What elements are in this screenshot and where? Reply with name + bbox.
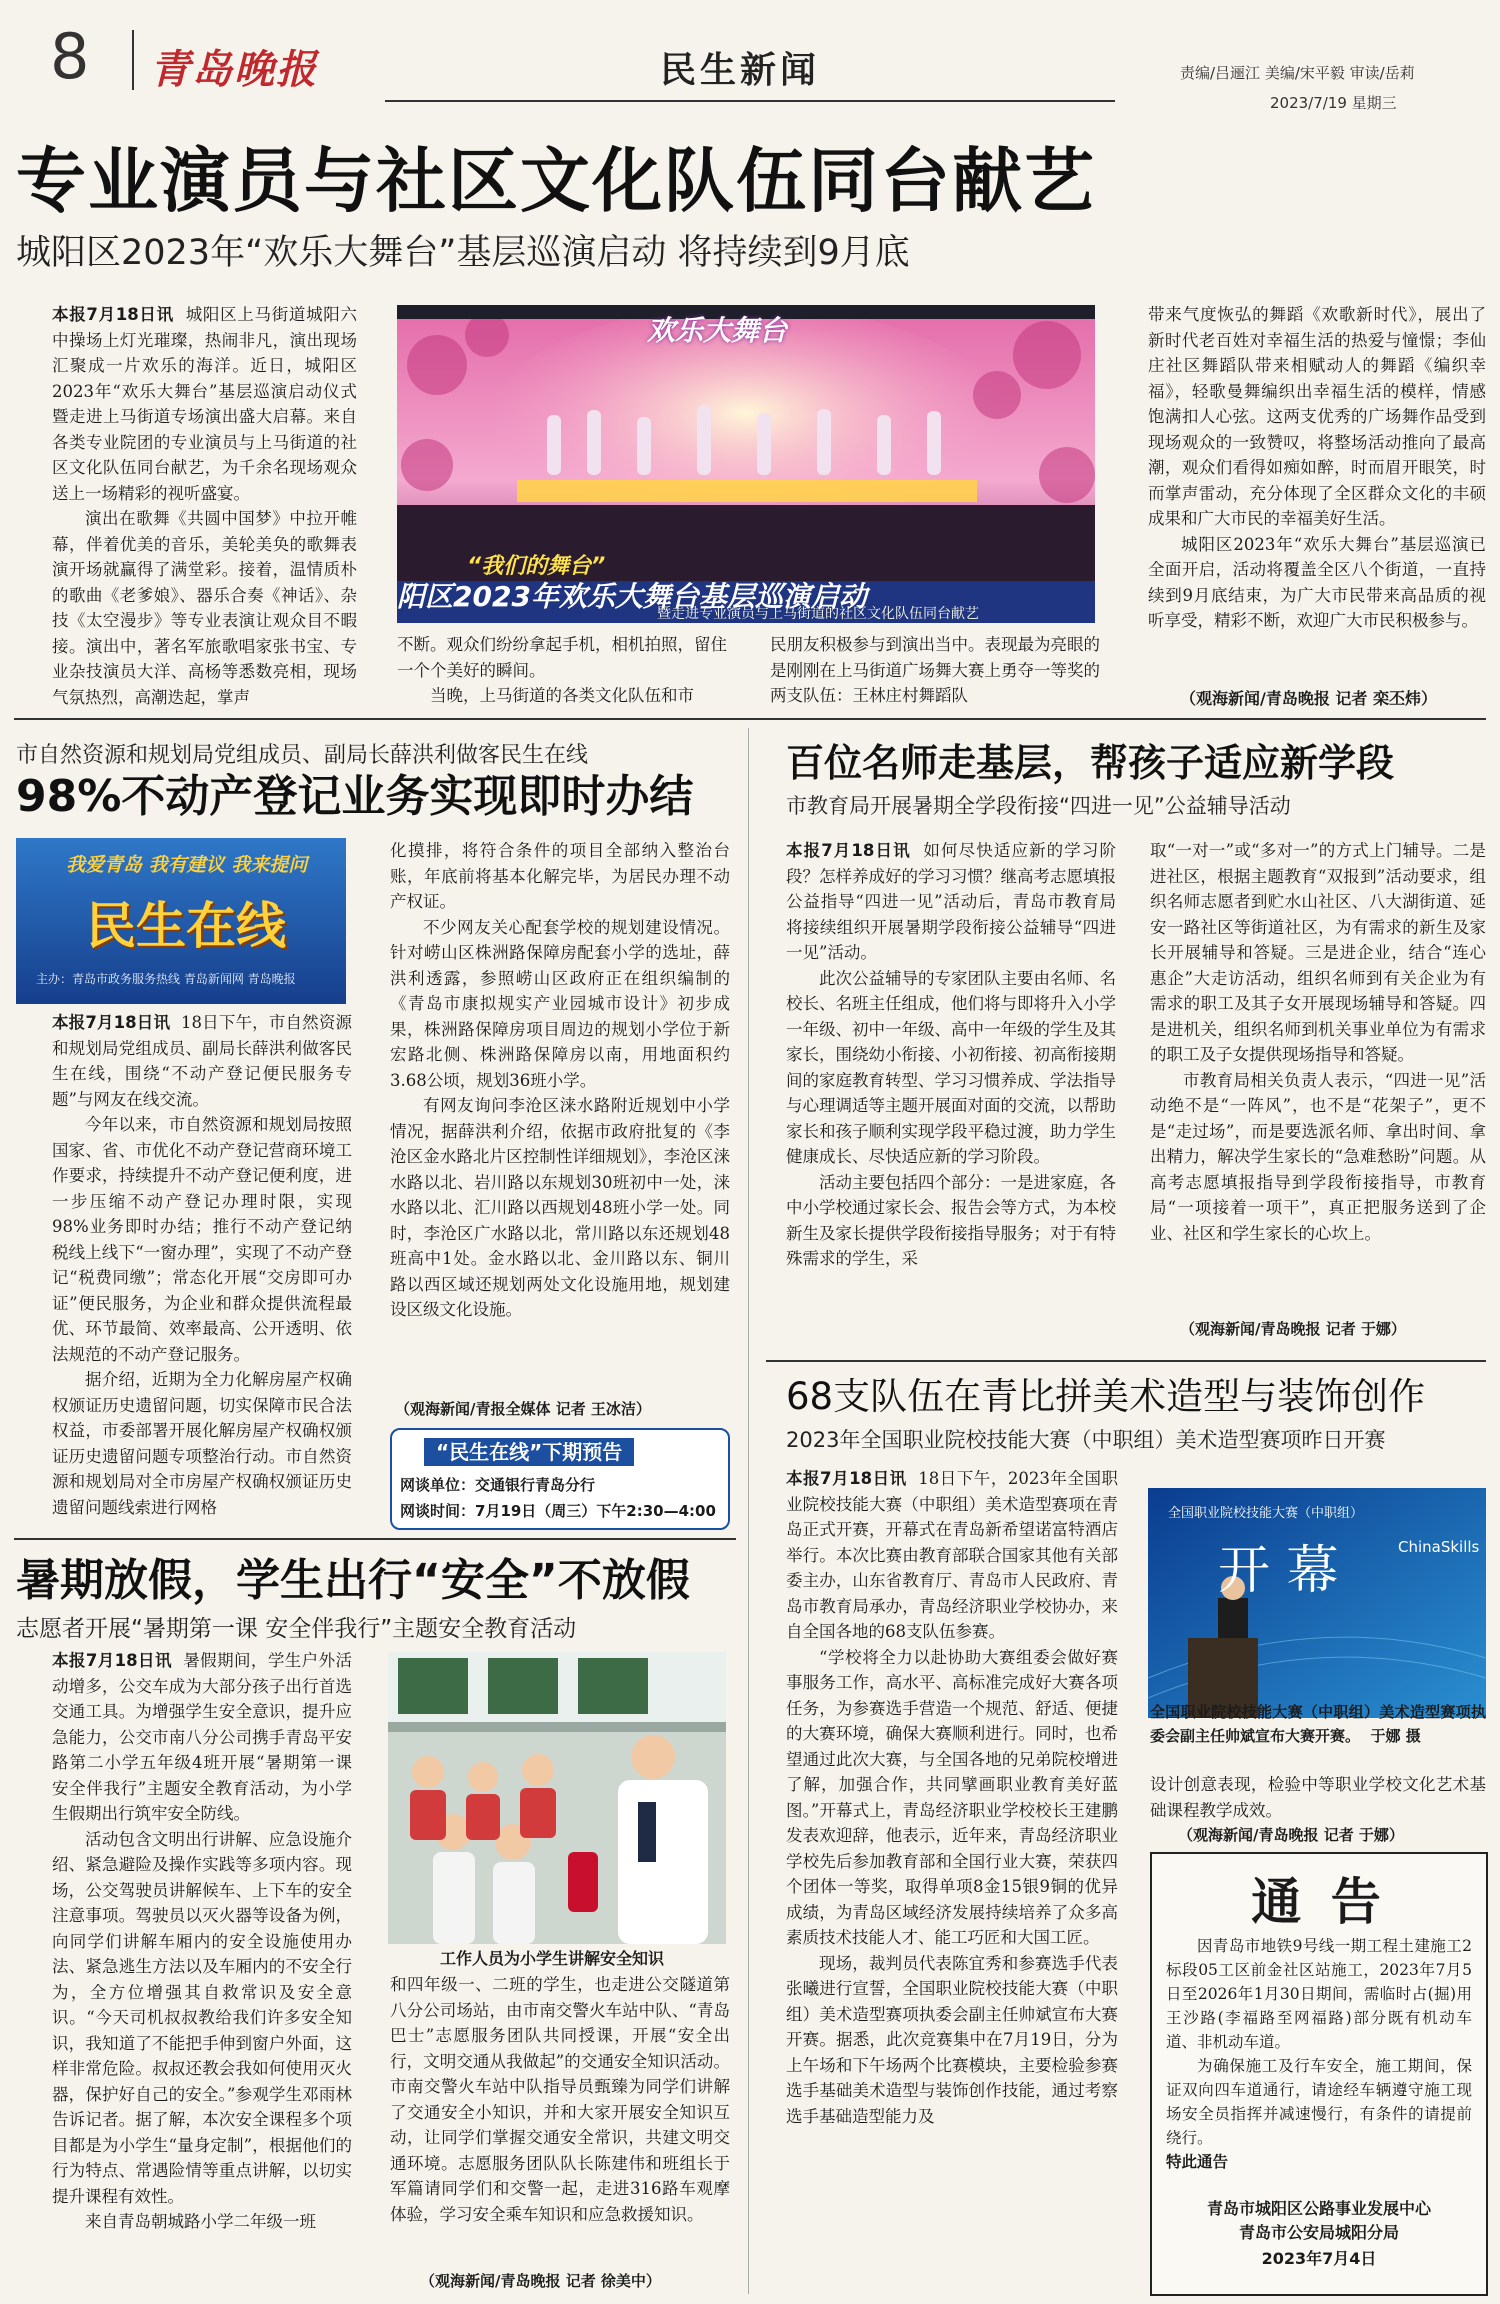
- subheadline: 市教育局开展暑期全学段衔接“四进一见”公益辅导活动: [786, 794, 1291, 818]
- preview-title: “民生在线”下期预告: [424, 1438, 634, 1466]
- paragraph: 和四年级一、二班的学生，也走进公交隧道第八分公司场站，由市南交警火车站中队、“青岛巴士”志愿服务团队共同授课，开展“安全出行，文明交通从我做起”的交通安全知识活动。市南交警火车站中队指导员甄臻为同学们讲解了交通安全小知识，并和大家开展安全知识互动，让同学们掌握交通安全常识，共建文明交通环境。志愿服务团队队长陈建伟和班组长于军篇请同学们和交警一起，走进316路车观摩体验，学习安全乘车知识和应急救援知识。: [390, 1975, 730, 2224]
- article-column: [390, 838, 730, 1398]
- paragraph: 城阳区上马街道城阳六中操场上灯光璀璨，热闹非凡，演出现场汇聚成一片欢乐的海洋。近日，城阳区2023年“欢乐大舞台”基层巡演启动仪式暨走进上马街道专场演出盛大启幕。来自各类专业院团的专业演员与上马街道的社区文化队伍同台献艺，为千余名现场观众送上一场精彩的视听盛宴。: [52, 305, 357, 503]
- bus-safety-photo-image: [388, 1652, 726, 1944]
- section-name: 民生新闻: [660, 50, 821, 91]
- paragraph: 暑假期间，学生户外活动增多，公交车成为大部分孩子出行首选交通工具。为增强学生安全意识，提升应急能力，公交市南八分公司携手青岛平安路第二小学五年级4班开展“暑期第一课 安全伴我行”主题安全教育活动，为小学生假期出行筑牢安全防线。: [52, 1651, 353, 1823]
- paragraph: 18日下午，2023年全国职业院校技能大赛（中职组）美术造型赛项在青岛正式开赛，开幕式在青岛新希望诺富特酒店举行。本次比赛由教育部联合国家其他有关部委主办，山东省教育厅、青岛市人民政府、青岛市教育局承办，青岛经济职业学校协办，来自全国各地的68支队伍参赛。: [786, 1469, 1118, 1641]
- byline: （观海新闻/青岛晚报 记者 于娜）: [1178, 1826, 1404, 1844]
- screen-big-title: 开 幕: [1218, 1541, 1339, 1601]
- paragraph: 此次公益辅导的专家团队主要由名师、名校长、名班主任组成，他们将与即将升入小学一年级、初中一年级、高中一年级的学生及其家长，围绕幼小衔接、小初衔接、初高衔接期间的家庭教育转型、学习习惯养成、学法指导与心理调适等主题开展面对面的交流，以帮助家长和孩子顺利实现学段平稳过渡，助力学生健康成长、尽快适应新的学习阶段。: [786, 968, 1116, 1166]
- notice-date: 2023年7月4日: [1261, 2249, 1377, 2268]
- dateline: 本报7月18日讯: [52, 1651, 172, 1670]
- article-column: [52, 1648, 352, 2290]
- logo-slogan: 我爱青岛 我有建议 我来提问: [66, 854, 308, 876]
- subheadline: 志愿者开展“暑期第一课 安全伴我行”主题安全教育活动: [16, 1616, 577, 1642]
- photo-caption: [1150, 1700, 1486, 1780]
- kicker: 市自然资源和规划局党组成员、副局长薛洪利做客民生在线: [16, 743, 589, 768]
- byline: （观海新闻/青岛晚报 记者 徐美中）: [420, 2272, 661, 2290]
- photo-caption-small: 暨走进专业演员与上马街道的社区文化队伍同台献艺: [657, 606, 979, 622]
- byline: （观海新闻/青岛晚报 记者 于娜）: [1180, 1320, 1406, 1338]
- preview-unit: 网谈单位：交通银行青岛分行: [400, 1476, 596, 1494]
- public-notice: [1150, 1852, 1488, 2296]
- byline: （观海新闻/青岛晚报 记者 栾丕炜）: [1180, 689, 1437, 708]
- paragraph: 活动包含文明出行讲解、应急设施介绍、紧急避险及操作实践等多项内容。现场，公交驾驶员讲解候车、上下车的安全注意事项。驾驶员以灭火器等设备为例，向同学们讲解车厢内的安全设施使用办法、紧急逃生方法以及车厢内的不安全行为，全方位增强其自救常识及安全意识。“今天司机叔叔教给我们许多安全知识，我知道了不能把手伸到窗户外面，这样非常危险。叔叔还教会我如何使用灭火器，保护好自己的安全。”参观学生邓雨林告诉记者。据了解，本次安全课程多个项目都是为小学生“量身定制”，根据他们的行为特点、常遇险情等重点讲解，以切实提升课程有效性。: [52, 1829, 352, 2206]
- paragraph: 今年以来，市自然资源和规划局按照国家、省、市优化不动产登记营商环境工作要求，持续提升不动产登记便利度，进一步压缩不动产登记办理时限，实现98%业务即时办结；推行不动产登记纳税线上线下“一窗办理”，实现了不动产登记“税费同缴”；常态化开展“交房即可办证”便民服务，为企业和群众提供流程最优、环节最简、效率最高、公开透明、依法规范的不动产登记服务。: [52, 1115, 352, 1364]
- paragraph: “学校将全力以赴协助大赛组委会做好赛事服务工作，高水平、高标准完成好大赛各项任务，为参赛选手营造一个规范、舒适、便捷的大赛环境，确保大赛顺利进行。同时，也希望通过此次大赛，与全国各地的兄弟院校增进了解，加强合作，共同擘画职业教育美好蓝图。”开幕式上，青岛经济职业学校校长王建鹏发表欢迎辞，他表示，近年来，青岛经济职业学校先后参加教育部和全国行业大赛，荣获四个团体一等奖，取得单项8金15银9铜的优异成绩，为青岛区域经济发展持续培养了众多高素质技术技能人才、能工巧匠和大国工匠。: [786, 1647, 1118, 1947]
- byline: （观海新闻/青报全媒体 记者 王冰洁）: [395, 1400, 651, 1418]
- article-column: [786, 1466, 1118, 2296]
- dateline: 本报7月18日讯: [786, 841, 911, 860]
- subheadline: 城阳区2023年“欢乐大舞台”基层巡演启动 将持续到9月底: [16, 233, 910, 273]
- article-column: [397, 632, 727, 714]
- photo-caption: 工作人员为小学生讲解安全知识: [440, 1949, 665, 1968]
- headline: 专业演员与社区文化队伍同台献艺: [16, 140, 1096, 222]
- paragraph: 如何尽快适应新的学习阶段？怎样养成好的学习习惯？继高考志愿填报公益指导“四进一见”活动后，青岛市教育局将接续组织开展暑期学段衔接公益辅导“四进一见”活动。: [786, 841, 1116, 962]
- notice-issuer: 青岛市城阳区公路事业发展中心: [1206, 2199, 1431, 2218]
- article-column: [770, 632, 1100, 714]
- notice-closing: 特此通告: [1166, 2153, 1229, 2171]
- paragraph: 有网友询问李沧区涞水路附近规划中小学情况，据薛洪利介绍，依据市政府批复的《李沧区金水路北片区控制性详细规划》，李沧区涞水路以北、岩川路以东规划30班初中一处，涞水路以北、汇川路以西规划48班小学一处。同时，李沧区广水路以北，常川路以东还规划48班高中1处。金水路以北、金川路以东、铜川路以西区域还规划两处文化设施用地，规划建设区级文化设施。: [390, 1096, 730, 1319]
- paragraph: 化摸排，将符合条件的项目全部纳入整治台账，年底前将基本化解完毕，为居民办理不动产权证。: [390, 841, 730, 911]
- vertical-divider: [748, 728, 749, 2294]
- paragraph: 来自青岛朝城路小学二年级一班: [85, 2212, 316, 2231]
- opening-ceremony-photo: [1148, 1488, 1486, 1718]
- notice-issuer: 青岛市公安局城阳分局: [1238, 2223, 1399, 2242]
- paragraph: 不少网友关心配套学校的规划建设情况。针对崂山区株洲路保障房配套小学的选址，薛洪利透露，参照崂山区政府正在组织编制的《青岛市康拟规实产业园城市设计》初步成果，株洲路保障房项目周边的规划小学位于新宏路北侧、株洲路保障房以南，用地面积约3.68公顷，规划36班小学。: [390, 917, 730, 1090]
- slogan: “我们的舞台”: [467, 554, 606, 579]
- notice-body: [1166, 1934, 1472, 2174]
- caption-text: 全国职业院校技能大赛（中职组）美术造型赛项执委会副主任帅斌宣布大赛开赛。: [1150, 1703, 1486, 1745]
- paragraph: 当晚，上马街道的各类文化队伍和市: [430, 686, 694, 705]
- article-column: [52, 1010, 353, 1517]
- photo-credit: 于娜 摄: [1370, 1727, 1421, 1745]
- paragraph: 民朋友积极参与到演出当中。表现最为亮眼的是刚刚在上马街道广场舞大赛上勇夺一等奖的两支队伍：王林庄村舞蹈队: [770, 635, 1100, 705]
- bus-safety-photo: [388, 1652, 726, 1944]
- paragraph: 城阳区2023年“欢乐大舞台”基层巡演已全面开启，活动将覆盖全区八个街道，一直持续到9月底结束，为广大市民带来高品质的视听享受，精彩不断，欢迎广大市民积极参与。: [1148, 534, 1486, 630]
- paragraph: 设计创意表现，检验中等职业学校文化艺术基础课程教学成效。: [1150, 1775, 1486, 1820]
- paragraph: 带来气度恢弘的舞蹈《欢歌新时代》，展出了新时代老百姓对幸福生活的热爱与憧憬；李仙庄社区舞蹈队带来相赋动人的舞蹈《编织幸福》，轻歌曼舞编织出幸福生活的模样，情感饱满扣人心弦。这两支优秀的广场舞作品受到现场观众的一致赞叹，将整场活动推向了最高潮，观众们看得如痴如醉，时而眉开眼笑，时而掌声雷动，充分体现了全区群众文化的丰硕成果和广大市民的幸福美好生活。: [1148, 305, 1486, 528]
- divider: [14, 718, 1486, 720]
- preview-time: 网谈时间：7月19日（周三）下午2:30—4:00: [400, 1502, 716, 1520]
- photo-banner: 欢乐大舞台: [647, 314, 788, 347]
- headline: 98%不动产登记业务实现即时办结: [16, 771, 694, 822]
- paragraph: 据介绍，近期为全力化解房屋产权确权颁证历史遗留问题，切实保障市民合法权益，市委部署开展化解房屋产权确权颁证历史遗留问题专项整治行动。市自然资源和规划局对全市房屋产权确权颁证历史遗留问题线索进行网格: [52, 1370, 352, 1517]
- minsheng-online-logo: [16, 838, 346, 1004]
- article-column: [52, 302, 357, 712]
- section-underline: [385, 100, 1115, 102]
- masthead-divider: [132, 30, 134, 90]
- dateline: 本报7月18日讯: [52, 305, 174, 324]
- article-column: [390, 1972, 730, 2262]
- logo-title: 民生在线: [86, 897, 286, 955]
- article-column: [786, 838, 1116, 1348]
- logo-organizers: 主办：青岛市政务服务热线 青岛新闻网 青岛晚报: [36, 972, 296, 986]
- paragraph: 市教育局相关负责人表示，“四进一见”活动绝不是“一阵风”，也不是“花架子”，更不是“走过场”，而是要选派名师、拿出时间、拿出精力，解决学生家长的“急难愁盼”问题。从高考志愿填报指导到学段衔接指导，市教育局“一项接着一项干”，真正把服务送到了企业、社区和学生家长的心坎上。: [1150, 1070, 1486, 1243]
- article-column: [1150, 838, 1486, 1306]
- article-column: [1148, 302, 1486, 682]
- subheadline: 2023年全国职业院校技能大赛（中职组）美术造型赛项昨日开赛: [786, 1428, 1386, 1452]
- divider: [14, 1538, 736, 1540]
- paragraph: 取“一对一”或“多对一”的方式上门辅导。二是进社区，根据主题教育“双报到”活动要求，组织名师志愿者到贮水山社区、八大湖街道、延安一路社区等街道社区，为有需求的新生及家长开展辅导和答疑。三是进企业，结合“连心惠企”大走访活动，组织名师到有关企业为有需求的职工及其子女开展现场辅导和答疑。四是进机关，组织名师到机关事业单位为有需求的职工及子女提供现场指导和答疑。: [1150, 841, 1486, 1064]
- chinaskills-logo: ChinaSkills: [1398, 1538, 1480, 1556]
- divider: [766, 1360, 1486, 1362]
- page-number: 8: [50, 20, 90, 93]
- opening-ceremony-photo-image: [1148, 1488, 1486, 1718]
- headline: 暑期放假，学生出行“安全”不放假: [16, 1555, 690, 1606]
- photo-caption-large: 阳区2023年欢乐大舞台基层巡演启动: [397, 580, 867, 613]
- headline: 68支队伍在青比拼美术造型与装饰创作: [786, 1375, 1426, 1418]
- editor-credits: 责编/吕逦江 美编/宋平毅 审读/岳莉: [1180, 64, 1415, 82]
- paragraph: 因青岛市地铁9号线一期工程土建施工2标段05工区前金社区站施工，2023年7月5日至2026年1月30日期间，需临时占(掘)用王沙路(李福路至网福路)部分既有机动车道、非机动车道。: [1166, 1937, 1472, 2051]
- paragraph: 演出在歌舞《共圆中国梦》中拉开帷幕，伴着优美的音乐，美轮美奂的歌舞表演开场就赢得了满堂彩。接着，温情质朴的歌曲《老爹娘》、器乐合奏《神话》、杂技《太空漫步》等专业表演让观众目不暇接。演出中，著名军旅歌唱家张书宝、专业杂技演员大洋、高杨等悉数亮相，现场气氛热烈，高潮迭起，掌声: [52, 509, 357, 707]
- masthead: [0, 0, 1500, 120]
- stage-photo: [397, 305, 1095, 623]
- notice-title: 通 告: [1251, 1873, 1387, 1931]
- dateline: 本报7月18日讯: [52, 1013, 171, 1032]
- paragraph: 18日下午，市自然资源和规划局党组成员、副局长薛洪利做客民生在线，围绕“不动产登记便民服务专题”与网友在线交流。: [52, 1013, 353, 1109]
- preview-box: [390, 1428, 730, 1530]
- screen-small-title: 全国职业院校技能大赛（中职组）: [1168, 1506, 1364, 1521]
- headline: 百位名师走基层，帮孩子适应新学段: [786, 741, 1395, 785]
- paper-logo: 青岛晚报: [150, 46, 318, 93]
- paragraph: 不断。观众们纷纷拿起手机，相机拍照，留住一个个美好的瞬间。: [397, 635, 727, 680]
- issue-date: 2023/7/19 星期三: [1270, 94, 1397, 112]
- paragraph: 为确保施工及行车安全，施工期间，保证双向四车道通行，请途经车辆遵守施工现场安全员指挥并减速慢行，有条件的请提前绕行。: [1166, 2057, 1472, 2147]
- dateline: 本报7月18日讯: [786, 1469, 907, 1488]
- article-column: [1150, 1772, 1486, 1824]
- paragraph: 活动主要包括四个部分：一是进家庭，各中小学校通过家长会、报告会等方式，为本校新生及家长提供学段衔接指导服务；对于有特殊需求的学生，采: [786, 1172, 1116, 1268]
- paragraph: 现场，裁判员代表陈宜秀和参赛选手代表张曦进行宣誓，全国职业院校技能大赛（中职组）美术造型赛项执委会副主任帅斌宣布大赛开赛。据悉，此次竞赛集中在7月19日，分为上午场和下午场两个比赛模块，主要检验参赛选手基础美术造型与装饰创作技能，通过考察选手基础造型能力及: [786, 1953, 1118, 2126]
